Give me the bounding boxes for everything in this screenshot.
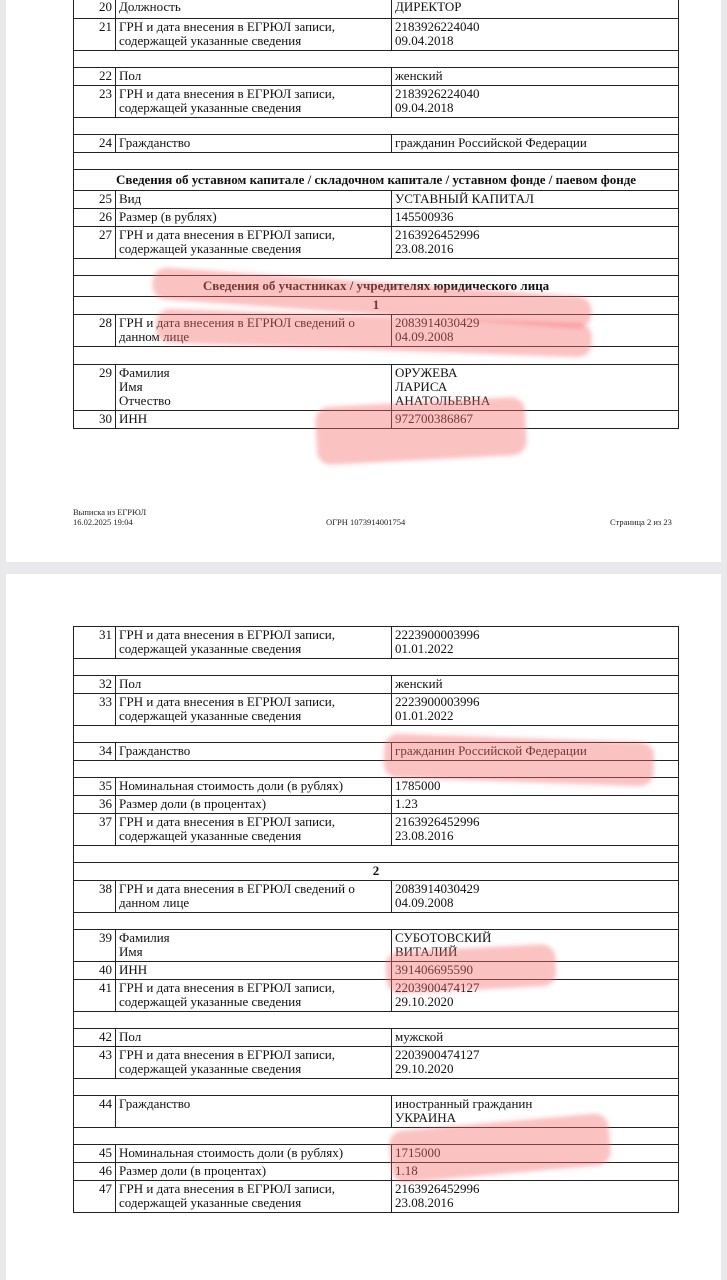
field-value: 972700386867 — [392, 411, 679, 429]
section-title: Сведения об уставном капитале / складочном капитале / уставном фонде / паевом фонде — [74, 170, 679, 191]
participant-number-row — [74, 297, 679, 315]
record-row-42 — [74, 1029, 679, 1047]
field-label: ГРН и дата внесения в ЕГРЮЛ записи, содержащей указанные сведения — [116, 694, 392, 726]
row-number: 26 — [74, 209, 116, 227]
field-label: Пол — [116, 68, 392, 86]
field-label: Гражданство — [116, 135, 392, 153]
field-value: женский — [392, 676, 679, 694]
row-number: 22 — [74, 68, 116, 86]
record-row-29 — [74, 365, 679, 411]
field-label: Пол — [116, 676, 392, 694]
row-number: 45 — [74, 1145, 116, 1163]
field-label: ГРН и дата внесения в ЕГРЮЛ сведений о данном лице — [116, 315, 392, 347]
table-spacer — [74, 1079, 679, 1096]
record-row-45 — [74, 1145, 679, 1163]
row-number: 38 — [74, 881, 116, 913]
field-value: 2163926452996 23.08.2016 — [392, 227, 679, 259]
row-number: 21 — [74, 19, 116, 51]
record-row-47 — [74, 1181, 679, 1213]
field-value: УСТАВНЫЙ КАПИТАЛ — [392, 191, 679, 209]
field-value: 2183926224040 09.04.2018 — [392, 86, 679, 118]
record-row-22 — [74, 68, 679, 86]
record-row-25 — [74, 191, 679, 209]
table-spacer — [74, 259, 679, 276]
field-value: СУБОТОВСКИЙ ВИТАЛИЙ — [392, 930, 679, 962]
row-number: 44 — [74, 1096, 116, 1128]
field-value: 1785000 — [392, 778, 679, 796]
row-number: 37 — [74, 814, 116, 846]
record-row-31 — [74, 627, 679, 659]
record-row-46 — [74, 1163, 679, 1181]
table-spacer — [74, 726, 679, 743]
record-row-37 — [74, 814, 679, 846]
record-row-26 — [74, 209, 679, 227]
row-number: 39 — [74, 930, 116, 962]
table-spacer — [74, 846, 679, 863]
field-label: Вид — [116, 191, 392, 209]
field-label: Гражданство — [116, 1096, 392, 1128]
field-label: Пол — [116, 1029, 392, 1047]
field-value: 1.23 — [392, 796, 679, 814]
row-number: 42 — [74, 1029, 116, 1047]
section-header-capital — [74, 170, 679, 191]
table-spacer — [74, 118, 679, 135]
row-number: 34 — [74, 743, 116, 761]
field-label: ГРН и дата внесения в ЕГРЮЛ записи, содержащей указанные сведения — [116, 227, 392, 259]
field-label: Размер доли (в процентах) — [116, 1163, 392, 1181]
field-value: 2083914030429 04.09.2008 — [392, 315, 679, 347]
table-spacer — [74, 51, 679, 68]
row-number: 30 — [74, 411, 116, 429]
field-value: гражданин Российской Федерации — [392, 135, 679, 153]
row-number: 20 — [74, 0, 116, 19]
record-row-35 — [74, 778, 679, 796]
footer-source: Выписка из ЕГРЮЛ — [73, 507, 147, 517]
row-number: 36 — [74, 796, 116, 814]
table-spacer — [74, 153, 679, 170]
section-title: Сведения об участниках / учредителях юридического лица — [74, 276, 679, 297]
participant-number-row — [74, 863, 679, 881]
field-label: ГРН и дата внесения в ЕГРЮЛ сведений о данном лице — [116, 881, 392, 913]
record-row-24 — [74, 135, 679, 153]
field-label: ГРН и дата внесения в ЕГРЮЛ записи, содержащей указанные сведения — [116, 19, 392, 51]
footer-page-number: Страница 2 из 23 — [610, 517, 672, 527]
field-label: ГРН и дата внесения в ЕГРЮЛ записи, содержащей указанные сведения — [116, 627, 392, 659]
field-value: мужской — [392, 1029, 679, 1047]
record-row-30 — [74, 411, 679, 429]
participant-number: 2 — [74, 863, 679, 881]
field-label: ИНН — [116, 962, 392, 980]
section-header-participants — [74, 276, 679, 297]
field-label: Размер (в рублях) — [116, 209, 392, 227]
record-row-27 — [74, 227, 679, 259]
row-number: 23 — [74, 86, 116, 118]
egrul-table-page-2 — [73, 626, 679, 1213]
row-number: 25 — [74, 191, 116, 209]
field-label: ИНН — [116, 411, 392, 429]
record-row-43 — [74, 1047, 679, 1079]
field-label: ГРН и дата внесения в ЕГРЮЛ записи, содержащей указанные сведения — [116, 814, 392, 846]
field-value: 1.18 — [392, 1163, 679, 1181]
field-value: 2183926224040 09.04.2018 — [392, 19, 679, 51]
field-value: 2203900474127 29.10.2020 — [392, 1047, 679, 1079]
record-row-40 — [74, 962, 679, 980]
field-value: 1715000 — [392, 1145, 679, 1163]
table-spacer — [74, 913, 679, 930]
record-row-36 — [74, 796, 679, 814]
footer-left — [73, 507, 146, 527]
field-label: Фамилия Имя — [116, 930, 392, 962]
field-value: гражданин Российской Федерации — [392, 743, 679, 761]
record-row-20 — [74, 0, 679, 19]
field-value: 2163926452996 23.08.2016 — [392, 814, 679, 846]
field-value: 2083914030429 04.09.2008 — [392, 881, 679, 913]
footer-date: 16.02.2025 19:04 — [73, 517, 133, 527]
field-label: Номинальная стоимость доли (в рублях) — [116, 1145, 392, 1163]
table-spacer — [74, 1128, 679, 1145]
field-value: 145500936 — [392, 209, 679, 227]
field-label: Размер доли (в процентах) — [116, 796, 392, 814]
record-row-23 — [74, 86, 679, 118]
field-label: Должность — [116, 0, 392, 19]
record-row-41 — [74, 980, 679, 1012]
row-number: 35 — [74, 778, 116, 796]
record-row-28 — [74, 315, 679, 347]
field-value: 2203900474127 29.10.2020 — [392, 980, 679, 1012]
table-spacer — [74, 1012, 679, 1029]
document-page-2 — [6, 574, 721, 1280]
field-value: 2163926452996 23.08.2016 — [392, 1181, 679, 1213]
field-value: ОРУЖЕВА ЛАРИСА АНАТОЛЬЕВНА — [392, 365, 679, 411]
row-number: 31 — [74, 627, 116, 659]
record-row-32 — [74, 676, 679, 694]
record-row-34 — [74, 743, 679, 761]
field-label: Гражданство — [116, 743, 392, 761]
row-number: 24 — [74, 135, 116, 153]
row-number: 33 — [74, 694, 116, 726]
field-label: ГРН и дата внесения в ЕГРЮЛ записи, содержащей указанные сведения — [116, 86, 392, 118]
record-row-44 — [74, 1096, 679, 1128]
participant-number: 1 — [74, 297, 679, 315]
row-number: 28 — [74, 315, 116, 347]
document-page-1 — [6, 0, 721, 562]
field-value: 2223900003996 01.01.2022 — [392, 694, 679, 726]
record-row-38 — [74, 881, 679, 913]
field-value: 2223900003996 01.01.2022 — [392, 627, 679, 659]
record-row-21 — [74, 19, 679, 51]
row-number: 47 — [74, 1181, 116, 1213]
field-value: женский — [392, 68, 679, 86]
field-label: ГРН и дата внесения в ЕГРЮЛ записи, содержащей указанные сведения — [116, 1181, 392, 1213]
field-value: иностранный гражданин УКРАИНА — [392, 1096, 679, 1128]
row-number: 43 — [74, 1047, 116, 1079]
field-label: Фамилия Имя Отчество — [116, 365, 392, 411]
table-spacer — [74, 761, 679, 778]
row-number: 41 — [74, 980, 116, 1012]
row-number: 32 — [74, 676, 116, 694]
egrul-table-page-1 — [73, 0, 679, 429]
table-spacer — [74, 347, 679, 365]
row-number: 40 — [74, 962, 116, 980]
field-label: ГРН и дата внесения в ЕГРЮЛ записи, содержащей указанные сведения — [116, 980, 392, 1012]
field-label: Номинальная стоимость доли (в рублях) — [116, 778, 392, 796]
row-number: 29 — [74, 365, 116, 411]
record-row-33 — [74, 694, 679, 726]
field-value: 391406695590 — [392, 962, 679, 980]
field-label: ГРН и дата внесения в ЕГРЮЛ записи, содержащей указанные сведения — [116, 1047, 392, 1079]
row-number: 27 — [74, 227, 116, 259]
table-spacer — [74, 659, 679, 676]
field-value: ДИРЕКТОР — [392, 0, 679, 19]
footer-ogrn: ОГРН 1073914001754 — [326, 517, 406, 527]
record-row-39 — [74, 930, 679, 962]
row-number: 46 — [74, 1163, 116, 1181]
